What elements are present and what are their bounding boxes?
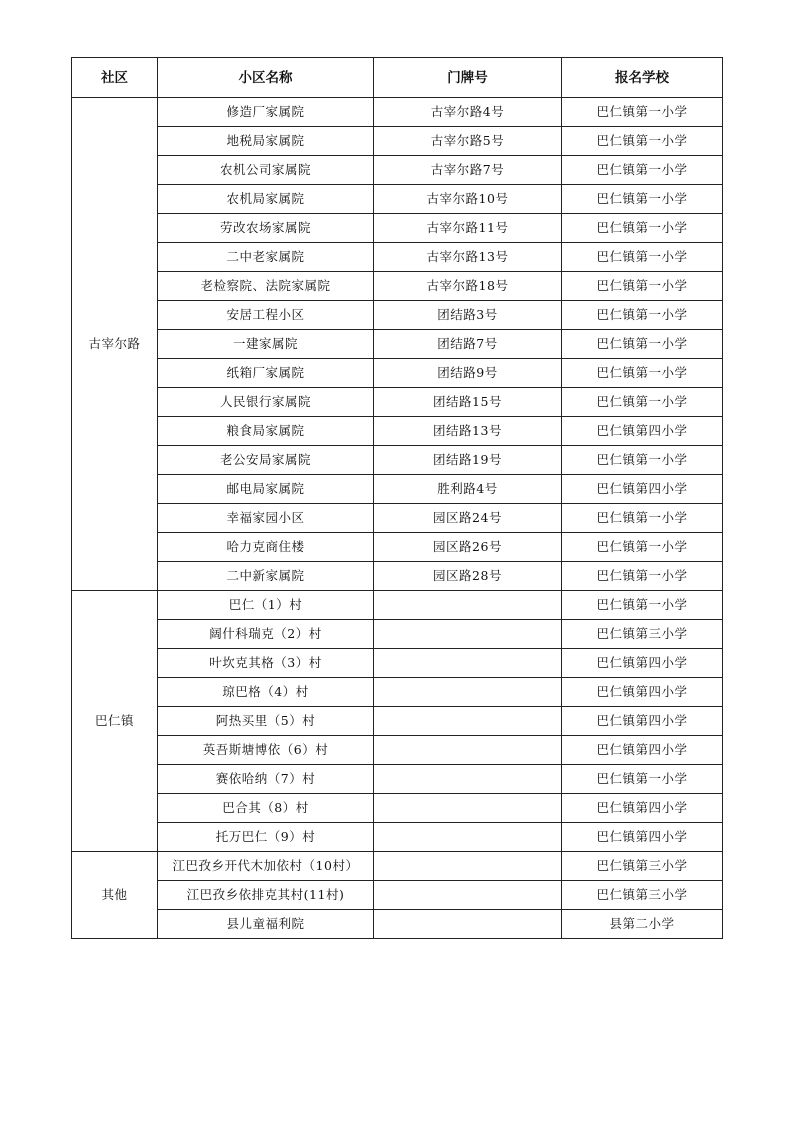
house-number-cell (374, 881, 562, 910)
table-row (72, 475, 723, 504)
school-cell: 巴仁镇第一小学 (562, 301, 723, 330)
house-number-cell: 胜利路4号 (374, 475, 562, 504)
school-cell: 巴仁镇第四小学 (562, 736, 723, 765)
compound-name-cell: 农机局家属院 (158, 185, 374, 214)
table-row (72, 388, 723, 417)
school-cell: 巴仁镇第四小学 (562, 823, 723, 852)
compound-name-cell: 江巴孜乡依排克其村(11村) (158, 881, 374, 910)
house-number-cell: 团结路9号 (374, 359, 562, 388)
table-row (72, 156, 723, 185)
table-row (72, 910, 723, 939)
compound-name-cell: 纸箱厂家属院 (158, 359, 374, 388)
compound-name-cell: 幸福家园小区 (158, 504, 374, 533)
house-number-cell: 团结路7号 (374, 330, 562, 359)
school-cell: 巴仁镇第四小学 (562, 707, 723, 736)
compound-name-cell: 农机公司家属院 (158, 156, 374, 185)
header-community: 社区 (72, 58, 158, 98)
school-cell: 巴仁镇第四小学 (562, 649, 723, 678)
house-number-cell (374, 852, 562, 881)
school-cell: 巴仁镇第一小学 (562, 330, 723, 359)
table-row (72, 417, 723, 446)
school-cell: 巴仁镇第一小学 (562, 533, 723, 562)
house-number-cell: 团结路15号 (374, 388, 562, 417)
school-cell: 巴仁镇第一小学 (562, 214, 723, 243)
school-cell: 巴仁镇第三小学 (562, 852, 723, 881)
table-row (72, 243, 723, 272)
school-cell: 巴仁镇第一小学 (562, 562, 723, 591)
house-number-cell (374, 591, 562, 620)
table-row (72, 98, 723, 127)
compound-name-cell: 地税局家属院 (158, 127, 374, 156)
compound-name-cell: 劳改农场家属院 (158, 214, 374, 243)
table-row (72, 127, 723, 156)
compound-name-cell: 哈力克商住楼 (158, 533, 374, 562)
school-cell: 巴仁镇第一小学 (562, 272, 723, 301)
compound-name-cell: 人民银行家属院 (158, 388, 374, 417)
table-row (72, 823, 723, 852)
compound-name-cell: 邮电局家属院 (158, 475, 374, 504)
house-number-cell: 团结路19号 (374, 446, 562, 475)
school-cell: 巴仁镇第一小学 (562, 446, 723, 475)
header-school: 报名学校 (562, 58, 723, 98)
compound-name-cell: 琼巴格（4）村 (158, 678, 374, 707)
house-number-cell (374, 910, 562, 939)
compound-name-cell: 巴仁（1）村 (158, 591, 374, 620)
house-number-cell: 园区路28号 (374, 562, 562, 591)
compound-name-cell: 县儿童福利院 (158, 910, 374, 939)
table-row (72, 562, 723, 591)
school-cell: 巴仁镇第三小学 (562, 881, 723, 910)
compound-name-cell: 老检察院、法院家属院 (158, 272, 374, 301)
table-row (72, 707, 723, 736)
school-cell: 县第二小学 (562, 910, 723, 939)
compound-name-cell: 阿热买里（5）村 (158, 707, 374, 736)
table-row (72, 852, 723, 881)
compound-name-cell: 阔什科瑞克（2）村 (158, 620, 374, 649)
house-number-cell (374, 707, 562, 736)
table-row (72, 214, 723, 243)
school-cell: 巴仁镇第四小学 (562, 475, 723, 504)
school-cell: 巴仁镇第一小学 (562, 98, 723, 127)
house-number-cell (374, 765, 562, 794)
table-row (72, 330, 723, 359)
community-cell: 其他 (72, 852, 158, 939)
table-row (72, 301, 723, 330)
community-cell: 古宰尔路 (72, 98, 158, 591)
compound-name-cell: 托万巴仁（9）村 (158, 823, 374, 852)
table-row (72, 678, 723, 707)
school-cell: 巴仁镇第一小学 (562, 591, 723, 620)
table-row (72, 272, 723, 301)
school-cell: 巴仁镇第三小学 (562, 620, 723, 649)
compound-name-cell: 粮食局家属院 (158, 417, 374, 446)
table-row (72, 504, 723, 533)
table-row (72, 185, 723, 214)
table-row (72, 591, 723, 620)
school-cell: 巴仁镇第一小学 (562, 185, 723, 214)
school-cell: 巴仁镇第四小学 (562, 417, 723, 446)
compound-name-cell: 巴合其（8）村 (158, 794, 374, 823)
house-number-cell: 园区路26号 (374, 533, 562, 562)
compound-name-cell: 老公安局家属院 (158, 446, 374, 475)
table-body (72, 98, 723, 939)
house-number-cell: 古宰尔路10号 (374, 185, 562, 214)
house-number-cell: 古宰尔路7号 (374, 156, 562, 185)
house-number-cell (374, 620, 562, 649)
compound-name-cell: 二中新家属院 (158, 562, 374, 591)
compound-name-cell: 二中老家属院 (158, 243, 374, 272)
school-cell: 巴仁镇第一小学 (562, 127, 723, 156)
school-cell: 巴仁镇第一小学 (562, 765, 723, 794)
school-cell: 巴仁镇第一小学 (562, 243, 723, 272)
compound-name-cell: 江巴孜乡开代木加依村（10村） (158, 852, 374, 881)
house-number-cell: 古宰尔路13号 (374, 243, 562, 272)
house-number-cell (374, 678, 562, 707)
compound-name-cell: 赛依哈纳（7）村 (158, 765, 374, 794)
house-number-cell: 古宰尔路5号 (374, 127, 562, 156)
school-cell: 巴仁镇第一小学 (562, 388, 723, 417)
house-number-cell (374, 736, 562, 765)
table-row (72, 649, 723, 678)
house-number-cell: 古宰尔路11号 (374, 214, 562, 243)
compound-name-cell: 安居工程小区 (158, 301, 374, 330)
table-row (72, 620, 723, 649)
table-row (72, 533, 723, 562)
house-number-cell: 团结路13号 (374, 417, 562, 446)
compound-name-cell: 一建家属院 (158, 330, 374, 359)
school-cell: 巴仁镇第四小学 (562, 678, 723, 707)
community-cell: 巴仁镇 (72, 591, 158, 852)
header-house-number: 门牌号 (374, 58, 562, 98)
table-row (72, 359, 723, 388)
header-row (72, 58, 723, 98)
house-number-cell (374, 794, 562, 823)
compound-name-cell: 英吾斯塘博依（6）村 (158, 736, 374, 765)
house-number-cell: 团结路3号 (374, 301, 562, 330)
school-cell: 巴仁镇第一小学 (562, 504, 723, 533)
school-enrollment-table (71, 57, 723, 939)
house-number-cell: 园区路24号 (374, 504, 562, 533)
compound-name-cell: 修造厂家属院 (158, 98, 374, 127)
table-row (72, 765, 723, 794)
school-cell: 巴仁镇第一小学 (562, 359, 723, 388)
table-row (72, 794, 723, 823)
table-row (72, 446, 723, 475)
house-number-cell: 古宰尔路18号 (374, 272, 562, 301)
school-cell: 巴仁镇第一小学 (562, 156, 723, 185)
compound-name-cell: 叶坎克其格（3）村 (158, 649, 374, 678)
house-number-cell (374, 649, 562, 678)
school-cell: 巴仁镇第四小学 (562, 794, 723, 823)
table-row (72, 736, 723, 765)
header-compound-name: 小区名称 (158, 58, 374, 98)
house-number-cell (374, 823, 562, 852)
table-row (72, 881, 723, 910)
house-number-cell: 古宰尔路4号 (374, 98, 562, 127)
